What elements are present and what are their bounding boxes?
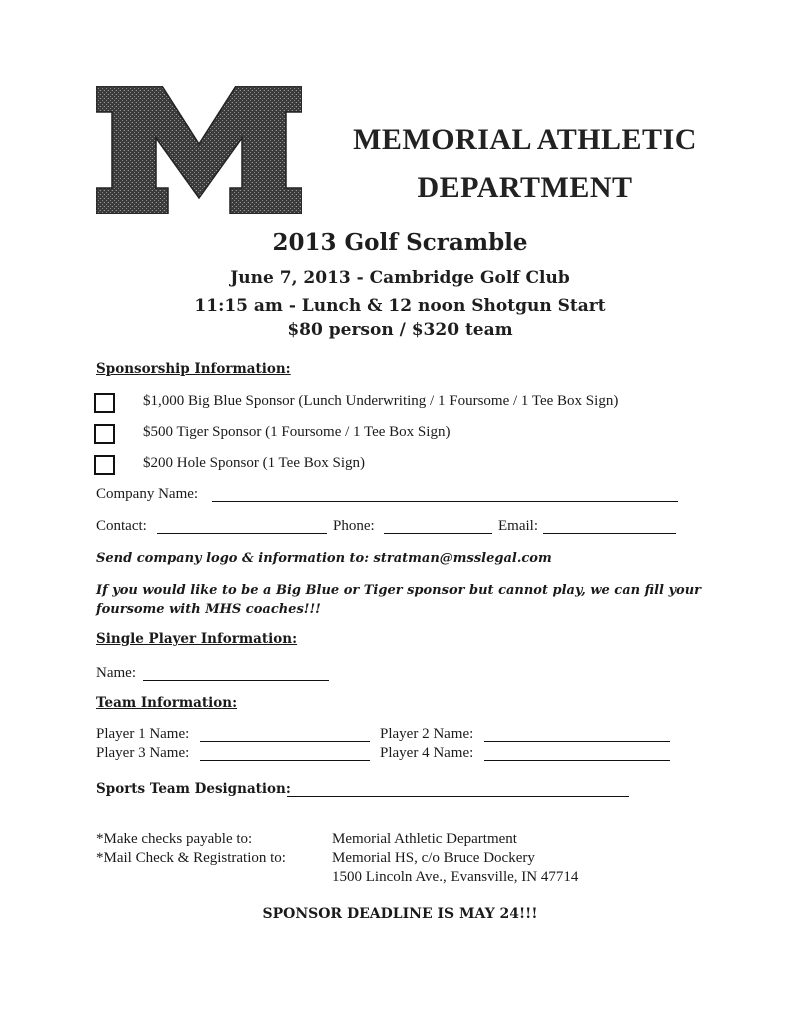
department-name (340, 116, 710, 212)
email-field[interactable] (543, 533, 676, 534)
single-name-field[interactable] (143, 680, 329, 681)
event-time: 11:15 am - Lunch & 12 noon Shotgun Start (194, 296, 606, 316)
checks-payable-value: Memorial Athletic Department (332, 831, 517, 847)
big-blue-sponsor-checkbox[interactable] (94, 393, 115, 413)
block-m-logo (96, 86, 302, 214)
email-label: Email: (498, 518, 538, 534)
player-3-field[interactable] (200, 760, 370, 761)
player-2-field[interactable] (484, 741, 670, 742)
hole-sponsor-label: $200 Hole Sponsor (1 Tee Box Sign) (143, 455, 365, 471)
player-4-label: Player 4 Name: (380, 745, 474, 761)
m-letter-shape (96, 86, 302, 214)
event-date-location: June 7, 2013 - Cambridge Golf Club (230, 268, 570, 288)
team-info-heading: Team Information: (96, 695, 238, 711)
checks-payable-label: *Make checks payable to: (96, 831, 253, 847)
event-title: 2013 Golf Scramble (272, 229, 528, 256)
mail-address-line-1: Memorial HS, c/o Bruce Dockery (332, 850, 535, 866)
sponsor-deadline: SPONSOR DEADLINE IS MAY 24!!! (262, 906, 538, 922)
contact-field[interactable] (157, 533, 327, 534)
send-logo-instructions: Send company logo & information to: stratman@msslegal.com (96, 551, 552, 566)
single-player-heading: Single Player Information: (96, 631, 298, 647)
company-name-label: Company Name: (96, 486, 199, 502)
sponsor-note-line-2: foursome with MHS coaches!!! (96, 602, 321, 617)
mail-check-label: *Mail Check & Registration to: (96, 850, 286, 866)
single-name-label: Name: (96, 665, 136, 681)
player-1-label: Player 1 Name: (96, 726, 190, 742)
sports-team-field[interactable] (287, 796, 629, 797)
tiger-sponsor-checkbox[interactable] (94, 424, 115, 444)
player-3-label: Player 3 Name: (96, 745, 190, 761)
hole-sponsor-checkbox[interactable] (94, 455, 115, 475)
player-2-label: Player 2 Name: (380, 726, 474, 742)
company-name-field[interactable] (212, 501, 678, 502)
department-line-1: MEMORIAL ATHLETIC (353, 123, 697, 156)
big-blue-sponsor-label: $1,000 Big Blue Sponsor (Lunch Underwriting / 1 Foursome / 1 Tee Box Sign) (143, 393, 619, 409)
department-line-2: DEPARTMENT (417, 171, 633, 204)
sponsor-note-line-1: If you would like to be a Big Blue or Tiger sponsor but cannot play, we can fill your (96, 583, 702, 598)
event-price: $80 person / $320 team (287, 320, 513, 340)
mail-address-line-2: 1500 Lincoln Ave., Evansville, IN 47714 (332, 869, 579, 885)
sponsorship-heading: Sponsorship Information: (96, 361, 291, 377)
phone-field[interactable] (384, 533, 492, 534)
player-1-field[interactable] (200, 741, 370, 742)
sports-team-label: Sports Team Designation: (96, 781, 291, 797)
contact-label: Contact: (96, 518, 147, 534)
phone-label: Phone: (333, 518, 375, 534)
player-4-field[interactable] (484, 760, 670, 761)
tiger-sponsor-label: $500 Tiger Sponsor (1 Foursome / 1 Tee Box Sign) (143, 424, 451, 440)
